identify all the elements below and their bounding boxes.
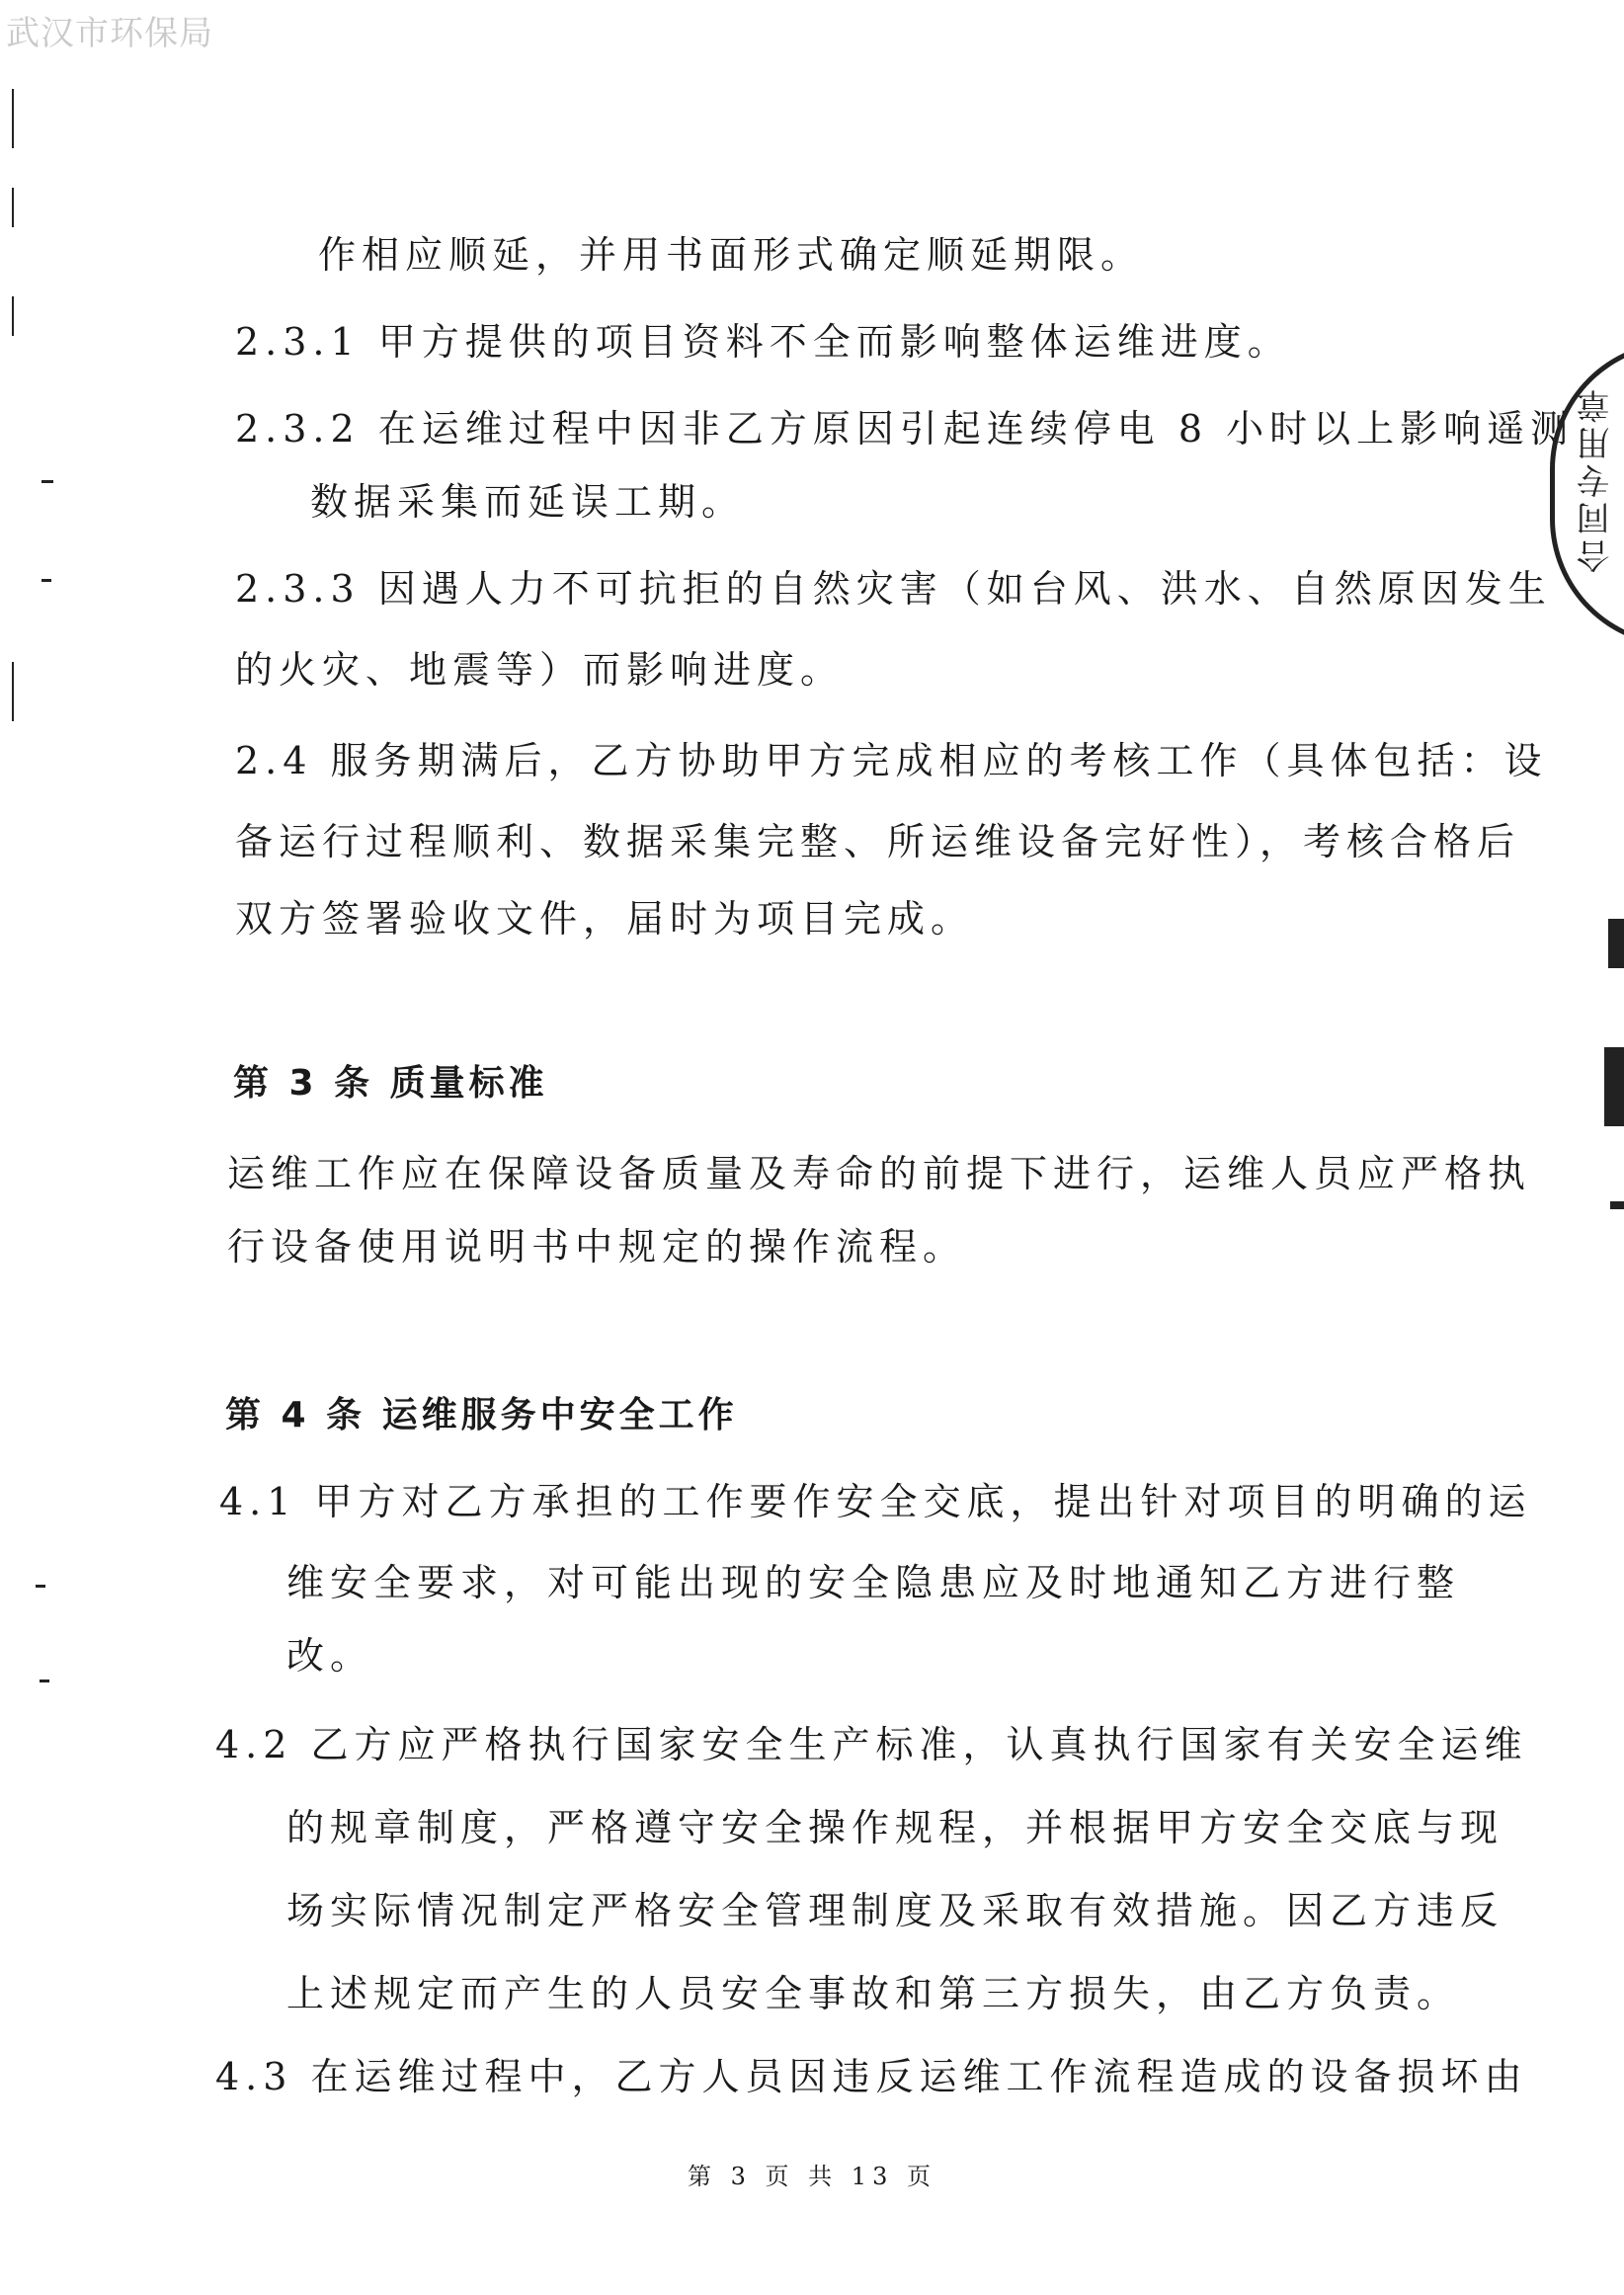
scan-artifact [12,188,14,227]
scan-artifact [12,89,14,148]
scan-artifact [1608,919,1624,968]
scan-artifact [12,662,14,721]
text-line: 2.3.1 甲方提供的项目资料不全而影响整体运维进度。 [235,320,1291,364]
text-line: 场实际情况制定严格安全管理制度及采取有效措施。因乙方违反 [286,1889,1504,1932]
text-line: 改。 [286,1634,374,1678]
scan-artifact [40,1680,49,1682]
section-heading: 第 4 条 运维服务中安全工作 [225,1395,738,1435]
seal-label: 合同专用章 [1577,385,1616,573]
scan-artifact [1610,1201,1624,1209]
text-line: 备运行过程顺利、数据采集完整、所运维设备完好性），考核合格后 [235,820,1521,863]
text-line: 4.3 在运维过程中，乙方人员因违反运维工作流程造成的设备损坏由 [215,2055,1528,2098]
text-line: 数据采集而延误工期。 [310,480,746,524]
text-line: 的火灾、地震等）而影响进度。 [235,648,845,692]
text-line: 4.2 乙方应严格执行国家安全生产标准，认真执行国家有关安全运维 [215,1723,1528,1766]
scan-artifact [41,579,51,582]
scan-artifact [36,1585,45,1588]
text-line: 上述规定而产生的人员安全事故和第三方损失，由乙方负责。 [286,1972,1461,2015]
watermark: 武汉市环保局 [6,14,213,53]
text-line: 作相应顺延，并用书面形式确定顺延期限。 [318,233,1145,277]
scan-artifact [12,296,14,336]
text-line: 维安全要求，对可能出现的安全隐患应及时地通知乙方进行整 [286,1561,1461,1604]
text-line: 2.4 服务期满后，乙方协助甲方完成相应的考核工作（具体包括：设 [235,739,1548,782]
text-line: 行设备使用说明书中规定的操作流程。 [227,1225,967,1269]
text-line: 运维工作应在保障设备质量及寿命的前提下进行，运维人员应严格执 [227,1152,1532,1195]
page-number: 第 3 页 共 13 页 [688,2163,936,2190]
text-line: 的规章制度，严格遵守安全操作规程，并根据甲方安全交底与现 [286,1806,1504,1849]
text-line: 双方签署验收文件，届时为项目完成。 [235,897,975,941]
scan-artifact [1604,1047,1624,1126]
text-line: 2.3.3 因遇人力不可抗拒的自然灾害（如台风、洪水、自然原因发生 [235,567,1552,611]
section-heading: 第 3 条 质量标准 [233,1063,548,1104]
text-line: 4.1 甲方对乙方承担的工作要作安全交底，提出针对项目的明确的运 [219,1480,1532,1523]
scan-artifact [41,480,53,483]
text-line: 2.3.2 在运维过程中因非乙方原因引起连续停电 8 小时以上影响遥测 [235,407,1575,451]
